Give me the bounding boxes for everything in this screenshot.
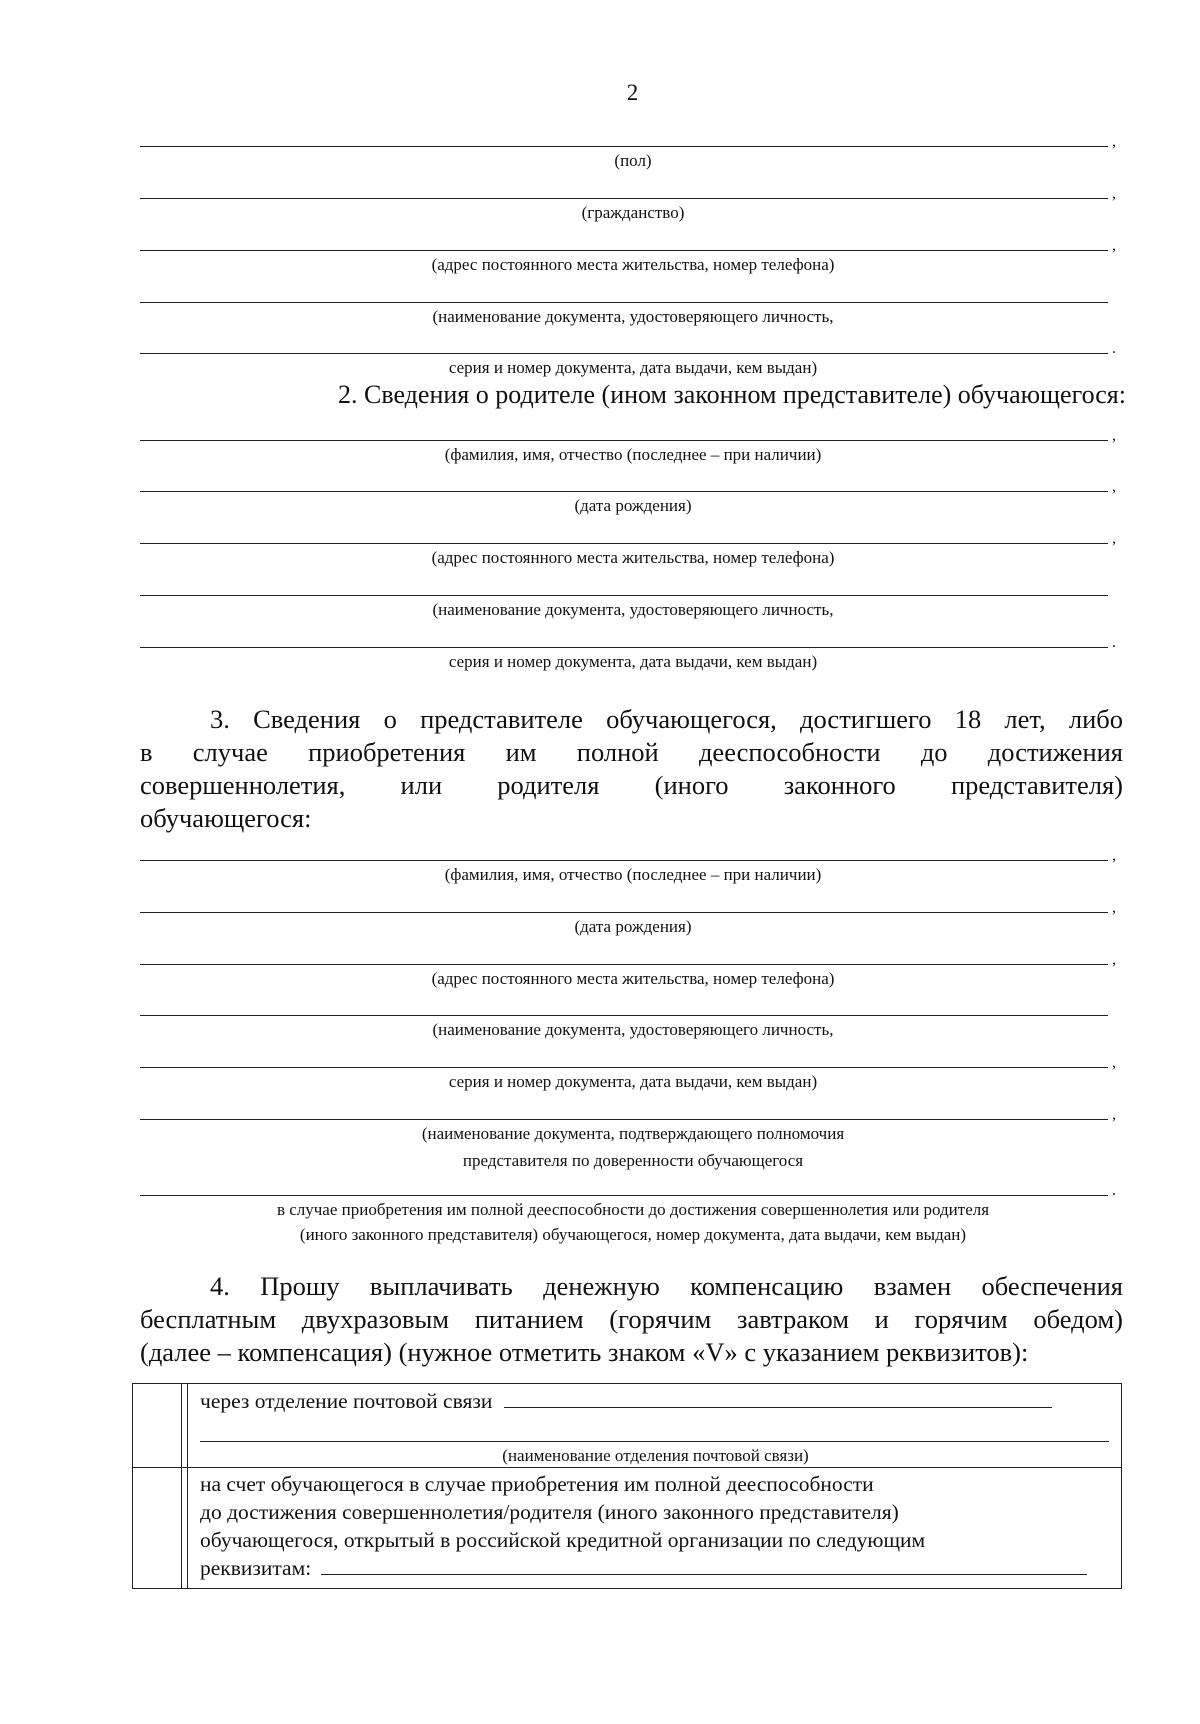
caption-rep-id-details: серия и номер документа, дата выдачи, кем выдан) <box>448 1072 818 1091</box>
line-tail: , <box>1112 133 1116 150</box>
post-office-label: через отделение почтовой связи <box>200 1389 493 1413</box>
post-office-name-field[interactable] <box>504 1387 1052 1408</box>
fill-line-citizenship[interactable] <box>140 185 1116 202</box>
bank-details-label: реквизитам: <box>200 1556 312 1580</box>
line-tail: , <box>1112 847 1116 864</box>
option-row-account <box>133 1468 1122 1589</box>
caption-address: (адрес постоянного места жительства, номер телефона) <box>431 255 835 274</box>
fill-line-rep-id-document[interactable] <box>140 1015 1108 1016</box>
caption-parent-id-document: (наименование документа, удостоверяющего личность, <box>432 600 834 619</box>
section3-line: в случае приобретения им полной дееспособности до достижения <box>140 737 1123 767</box>
bank-account-line: на счет обучающегося в случае приобретения им полной дееспособности <box>200 1472 874 1496</box>
footnote-line-1: в случае приобретения им полной дееспособности до достижения совершеннолетия или родителя <box>276 1200 990 1219</box>
fill-line-parent-name[interactable] <box>140 427 1116 444</box>
line-tail: , <box>1112 427 1116 444</box>
caption-rep-birthdate: (дата рождения) <box>574 917 692 936</box>
section3-line: обучающегося: <box>140 803 312 833</box>
section3-line: совершеннолетия, или родителя (иного законного представителя) <box>140 770 1123 800</box>
line-tail: , <box>1112 899 1116 916</box>
section4-line: 4. Прошу выплачивать денежную компенсацию взамен обеспечения <box>210 1271 1123 1301</box>
fill-line-id-details[interactable] <box>140 340 1116 357</box>
caption-authority-document: (наименование документа, подтверждающего полномочия <box>421 1124 845 1143</box>
bank-details-field[interactable] <box>321 1554 1087 1575</box>
bank-account-line: обучающегося, открытый в российской кредитной организации по следующим <box>200 1528 926 1552</box>
fill-line-parent-address[interactable] <box>140 530 1116 547</box>
payment-method-table <box>132 1383 1122 1589</box>
caption-citizenship: (гражданство) <box>581 203 685 222</box>
fill-line-rep-name[interactable] <box>140 847 1116 864</box>
section4-paragraph <box>140 1270 1123 1369</box>
line-tail: , <box>1112 478 1116 495</box>
post-office-name-field-line2[interactable] <box>200 1421 1109 1442</box>
line-tail: , <box>1112 530 1116 547</box>
line-tail: , <box>1112 1054 1116 1071</box>
section3-line: 3. Сведения о представителе обучающегося, достигшего 18 лет, либо <box>210 704 1123 734</box>
line-tail: . <box>1112 634 1116 651</box>
fill-line-rep-address[interactable] <box>140 951 1116 968</box>
caption-id-details: серия и номер документа, дата выдачи, кем выдан) <box>448 358 818 377</box>
caption-parent-address: (адрес постоянного места жительства, номер телефона) <box>431 548 835 567</box>
fill-line-authority-details[interactable] <box>140 1182 1116 1199</box>
post-office-row <box>200 1387 1111 1415</box>
section2-heading: 2. Сведения о родителе (ином законном представителе) обучающегося: <box>338 380 1126 409</box>
line-tail: . <box>1112 340 1116 357</box>
checkbox-post-office[interactable] <box>133 1384 182 1468</box>
bank-details-row <box>200 1554 1111 1582</box>
caption-id-document: (наименование документа, удостоверяющего личность, <box>432 307 834 326</box>
fill-line-id-document[interactable] <box>140 302 1108 303</box>
caption-rep-name: (фамилия, имя, отчество (последнее – при наличии) <box>444 865 822 884</box>
fill-line-parent-id-document[interactable] <box>140 595 1108 596</box>
line-tail: . <box>1112 1182 1116 1199</box>
caption-authority-document-2: представителя по доверенности обучающегося <box>462 1151 804 1170</box>
fill-line-gender[interactable] <box>140 133 1116 150</box>
bank-account-line: до достижения совершеннолетия/родителя (иного законного представителя) <box>200 1500 899 1524</box>
fill-line-rep-id-details[interactable] <box>140 1054 1116 1071</box>
option-row-post <box>133 1384 1122 1468</box>
section4-line: (далее – компенсация) (нужное отметить знаком «V» с указанием реквизитов): <box>140 1337 1029 1367</box>
fill-line-parent-id-details[interactable] <box>140 634 1116 651</box>
caption-rep-address: (адрес постоянного места жительства, номер телефона) <box>431 969 835 988</box>
fill-line-address[interactable] <box>140 237 1116 254</box>
fill-line-parent-birthdate[interactable] <box>140 478 1116 495</box>
caption-parent-name: (фамилия, имя, отчество (последнее – при наличии) <box>444 445 822 464</box>
page-number: 2 <box>626 80 639 105</box>
fill-line-rep-birthdate[interactable] <box>140 899 1116 916</box>
footnote-line-2: (иного законного представителя) обучающегося, номер документа, дата выдачи, кем выдан) <box>299 1225 967 1244</box>
caption-gender: (пол) <box>614 151 652 170</box>
line-tail: , <box>1112 1106 1116 1123</box>
caption-rep-id-document: (наименование документа, удостоверяющего личность, <box>432 1020 834 1039</box>
fill-line-authority-document[interactable] <box>140 1106 1116 1123</box>
line-tail: , <box>1112 951 1116 968</box>
option-post-office-content <box>188 1384 1122 1468</box>
caption-parent-id-details: серия и номер документа, дата выдачи, кем выдан) <box>448 652 818 671</box>
section4-line: бесплатным двухразовым питанием (горячим завтраком и горячим обедом) <box>140 1304 1123 1334</box>
section3-paragraph <box>140 703 1123 835</box>
line-tail: , <box>1112 185 1116 202</box>
option-bank-account-content <box>188 1468 1122 1589</box>
checkbox-bank-account[interactable] <box>133 1468 182 1589</box>
line-tail: , <box>1112 237 1116 254</box>
caption-post-office: (наименование отделения почтовой связи) <box>502 1446 809 1465</box>
caption-parent-birthdate: (дата рождения) <box>574 496 692 515</box>
